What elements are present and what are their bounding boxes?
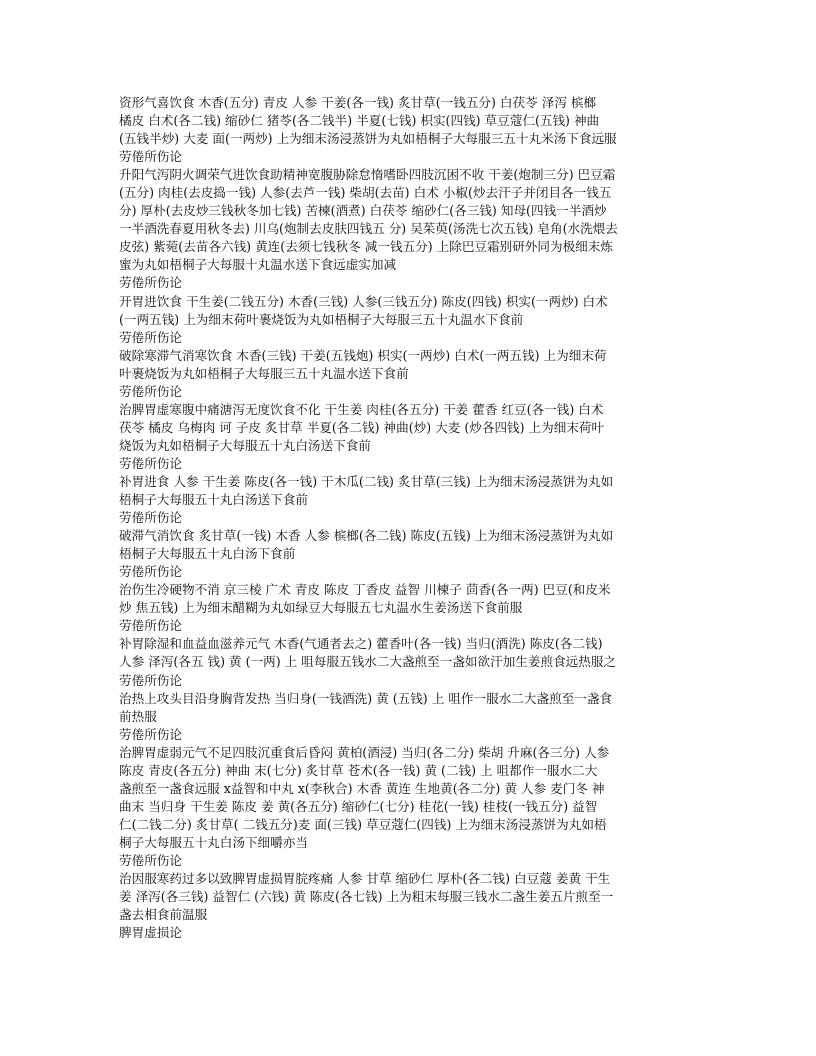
text-line: 开胃进饮食 干生姜(二钱五分) 木香(三钱) 人参(三钱五分) 陈皮(四钱) 枳实(一两炒) 白术 bbox=[119, 293, 608, 309]
text-line: 皮弦) 紫菀(去苗各六钱) 黄连(去须七钱秋冬 减一钱五分) 上除巴豆霜别研外同为极细末炼 bbox=[119, 239, 613, 255]
text-line: 盏煎至一盏食远服 x益智和中丸 x(李秋合) 木香 黄连 生地黄(各二分) 黄 人参 麦门冬 神 bbox=[119, 780, 605, 796]
text-line: 人参 泽泻(各五 钱) 黄 (一两) 上 咀每服五钱水二大盏煎至一盏如欲汗加生姜煎食远热服之 bbox=[119, 654, 617, 670]
section-heading: 劳倦所伤论 bbox=[119, 564, 182, 580]
text-line: (五钱半炒) 大麦 面(一两炒) 上为细末汤浸蒸饼为丸如梧桐子大每服三五十丸米汤下食远服 bbox=[119, 131, 617, 147]
text-line: 曲末 当归身 干生姜 陈皮 姜 黄(各五分) 缩砂仁(七分) 桂花(一钱) 桂枝(一钱五分) 益智 bbox=[119, 798, 598, 814]
text-line: 治因服寒药过多以致脾胃虚损胃脘疼痛 人参 甘草 缩砂仁 厚朴(各二钱) 白豆蔻 姜黄 干生 bbox=[119, 871, 611, 887]
text-line: 补胃除湿和血益血滋养元气 木香(气通者去之) 藿香叶(各一钱) 当归(酒洗) 陈皮(各二钱) bbox=[119, 636, 603, 652]
section-heading: 劳倦所伤论 bbox=[119, 329, 182, 345]
section-heading: 劳倦所伤论 bbox=[119, 149, 182, 165]
text-line: 分) 厚朴(去皮炒三钱秋冬加七钱) 苦楝(酒煮) 白茯苓 缩砂仁(各三钱) 知母(四钱一半酒炒 bbox=[119, 203, 607, 219]
text-line: 梧桐子大每服五十丸白汤下食前 bbox=[119, 546, 296, 562]
text-line: 橘皮 白术(各二钱) 缩砂仁 猪苓(各二钱半) 半夏(七钱) 枳实(四钱) 草豆蔻仁(五钱) 神曲 bbox=[119, 113, 600, 129]
text-line: 炒 焦五钱) 上为细末醋糊为丸如绿豆大每服五七丸温水生姜汤送下食前服 bbox=[119, 600, 523, 616]
text-line: 叶裹烧饭为丸如梧桐子大每服三五十丸温水送下食前 bbox=[119, 365, 409, 381]
section-heading: 脾胃虚损论 bbox=[119, 925, 182, 941]
text-line: 茯苓 橘皮 乌梅肉 诃 子皮 炙甘草 半夏(各二钱) 神曲(炒) 大麦 (炒各四钱) 上为细末荷叶 bbox=[119, 419, 605, 435]
document-page bbox=[119, 94, 701, 942]
text-line: 治脾胃虚弱元气不足四肢沉重食后昏闷 黄柏(酒浸) 当归(各二分) 柴胡 升麻(各三分) 人参 bbox=[119, 744, 610, 760]
text-line: 梧桐子大每服五十丸白汤送下食前 bbox=[119, 492, 308, 508]
section-heading: 劳倦所伤论 bbox=[119, 726, 182, 742]
section-heading: 劳倦所伤论 bbox=[119, 455, 182, 471]
text-line: 蜜为丸如梧桐子大每服十丸温水送下食远虚实加减 bbox=[119, 257, 397, 273]
section-heading: 劳倦所伤论 bbox=[119, 275, 182, 291]
text-line: 破除寒滞气消寒饮食 木香(三钱) 干姜(五钱炮) 枳实(一两炒) 白术(一两五钱) 上为细末荷 bbox=[119, 347, 607, 363]
section-heading: 劳倦所伤论 bbox=[119, 383, 182, 399]
text-line: 仁(二钱二分) 炙甘草( 二钱五分)麦 面(三钱) 草豆蔻仁(四钱) 上为细末汤浸蒸饼为丸如梧 bbox=[119, 816, 607, 832]
text-line: 补胃进食 人参 干生姜 陈皮(各一钱) 干木瓜(二钱) 炙甘草(三钱) 上为细末汤浸蒸饼为丸如 bbox=[119, 473, 614, 489]
text-line: 资形气喜饮食 木香(五分) 青皮 人参 干姜(各一钱) 炙甘草(一钱五分) 白茯苓 泽泻 槟榔 bbox=[119, 95, 597, 110]
text-line: 姜 泽泻(各三钱) 益智仁 (六钱) 黄 陈皮(各七钱) 上为粗末每服三钱水二盏生姜五片煎至一 bbox=[119, 889, 614, 905]
text-line: 前热服 bbox=[119, 708, 157, 724]
section-heading: 劳倦所伤论 bbox=[119, 852, 182, 868]
text-line: 升阳气泻阴火调荣气进饮食助精神宽腹胁除怠惰嗜卧四肢沉困不收 干姜(炮制三分) 巴豆霜 bbox=[119, 167, 616, 183]
text-line: 陈皮 青皮(各五分) 神曲 末(七分) 炙甘草 苍术(各一钱) 黄 (二钱) 上 咀都作一服水二大 bbox=[119, 762, 598, 778]
section-heading: 劳倦所伤论 bbox=[119, 672, 182, 688]
text-line: (一两五钱) 上为细末荷叶裹烧饭为丸如梧桐子大每服三五十丸温水下食前 bbox=[119, 311, 524, 327]
text-line: 一半酒洗春夏用秋冬去) 川乌(炮制去皮肤四钱五 分) 吴茱萸(汤洗七次五钱) 皂角(水洗煨去 bbox=[119, 221, 618, 237]
text-line: 治热上攻头目沿身胸背发热 当归身(一钱酒洗) 黄 (五钱) 上 咀作一服水二大盏煎至一盏食 bbox=[119, 690, 613, 706]
text-line: 破滞气消饮食 炙甘草(一钱) 木香 人参 槟榔(各二钱) 陈皮(五钱) 上为细末汤浸蒸饼为丸如 bbox=[119, 528, 614, 544]
text-line: 治脾胃虚寒腹中痛溏泻无度饮食不化 干生姜 肉桂(各五分) 干姜 藿香 红豆(各一钱) 白术 bbox=[119, 401, 604, 417]
text-line: 桐子大每服五十丸白汤下细嚼亦当 bbox=[119, 834, 308, 850]
section-heading: 劳倦所伤论 bbox=[119, 510, 182, 526]
section-heading: 劳倦所伤论 bbox=[119, 618, 182, 634]
text-line: 烧饭为丸如梧桐子大每服五十丸白汤送下食前 bbox=[119, 437, 371, 453]
text-line: 盏去相食前温服 bbox=[119, 907, 208, 923]
text-line: (五分) 肉桂(去皮捣一钱) 人参(去芦一钱) 柴胡(去苗) 白术 小椒(炒去汗子并闭目各一钱五 bbox=[119, 185, 612, 201]
text-line: 治伤生冷硬物不消 京三棱 广术 青皮 陈皮 丁香皮 益智 川楝子 茴香(各一两) 巴豆(和皮米 bbox=[119, 582, 611, 598]
